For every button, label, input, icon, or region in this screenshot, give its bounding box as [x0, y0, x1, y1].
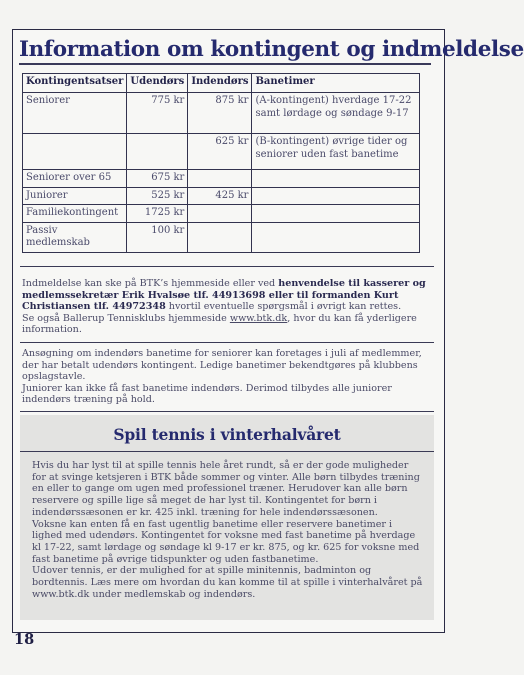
cell-outdoor: 675 kr — [127, 170, 188, 188]
indoor-court-paragraph — [22, 348, 430, 406]
cell-outdoor — [127, 134, 188, 170]
cell-outdoor: 1725 kr — [127, 205, 188, 223]
header-indoor: Indendørs — [188, 74, 252, 93]
cell-indoor — [188, 222, 252, 252]
cell-category: Familiekontingent — [23, 205, 127, 223]
cell-outdoor: 525 kr — [127, 187, 188, 205]
junior-indoor-text: Juniorer kan ikke få fast banetime indendørs. Derimod tilbydes alle juniorer indendørs træning på hold. — [22, 382, 392, 405]
cell-court-hours: (A-kontingent) hverdage 17-22 samt lørdage og søndage 9-17 — [252, 93, 420, 134]
table-row — [23, 222, 420, 252]
website-post: , hvor du kan få yderligere information. — [22, 312, 417, 335]
winter-paragraph-children: Hvis du har lyst til at spille tennis hele året rundt, så er der gode muligheder for at svinge ketsjeren i BTK både sommer og vinter. Alle børn tilbydes træning en eller to gange om ugen med professionel træner. Herudover kan alle børn reservere og spille lige så meget de har lyst til. Kontingentet for børn i indendørssæsonen er kr. 425 inkl. træning for hele indendørssæsonen. — [32, 460, 420, 518]
section-divider — [20, 266, 434, 267]
website-pre: Se også Ballerup Tennisklubs hjemmeside — [22, 312, 230, 324]
website-link[interactable]: www.btk.dk — [229, 312, 288, 324]
cell-court-hours — [252, 205, 420, 223]
cell-indoor: 425 kr — [188, 187, 252, 205]
winter-paragraph-other-sports: Udover tennis, er der mulighed for at spille minitennis, badminton og bordtennis. Læs mere om hvordan du kan komme til at spille i vinterhalvåret på www.btk.dk under medlemskab og indendørs. — [32, 565, 423, 600]
cell-category — [23, 134, 127, 170]
cell-indoor: 625 kr — [188, 134, 252, 170]
cell-court-hours — [252, 222, 420, 252]
table-header-row — [23, 74, 420, 93]
cell-outdoor: 775 kr — [127, 93, 188, 134]
membership-after: hvortil eventuelle spørgsmål i øvrigt kan rettes. — [165, 301, 402, 312]
section-divider — [20, 342, 434, 343]
table-row — [23, 134, 420, 170]
indoor-court-text: Ansøgning om indendørs banetime for seniorer kan foretages i juli af medlemmer, der har betalt udendørs kontingent. Ledige banetimer bekendtgøres på klubbens opslagstavle. — [22, 348, 422, 382]
cell-category: Seniorer — [23, 93, 127, 134]
table-row — [23, 170, 420, 188]
winter-title: Spil tennis i vinterhalvåret — [113, 425, 341, 444]
cell-indoor: 875 kr — [188, 93, 252, 134]
table-row — [23, 187, 420, 205]
cell-category: Seniorer over 65 — [23, 170, 127, 188]
winter-text — [32, 460, 424, 600]
membership-contact: henvendelse til kasserer og medlemssekretær Erik Hvalsøe tlf. 44913698 eller til formanden Kurt Christiansen tlf. 44972348 — [22, 278, 426, 312]
winter-paragraph-adults: Voksne kan enten få en fast ugentlig banetime eller reservere banetimer i lighed med udendørs. Kontingentet for voksne med fast banetime på hverdage kl 17-22, samt lørdage og søndage kl 9-17 er kr. 875, og kr. 625 for voksne med fast banetime på øvrige tidspunkter og uden fastbanetime. — [32, 518, 420, 565]
header-category: Kontingentsatser — [23, 74, 127, 93]
cell-indoor — [188, 170, 252, 188]
header-outdoor: Udendørs — [127, 74, 188, 93]
section-divider — [20, 411, 434, 412]
membership-fee-table — [22, 73, 420, 253]
membership-paragraph — [22, 278, 430, 336]
page-number: 18 — [14, 631, 35, 648]
header-court-hours: Banetimer — [252, 74, 420, 93]
membership-intro: Indmeldelse kan ske på BTK’s hjemmeside eller ved — [22, 278, 279, 289]
title-underline — [19, 63, 431, 65]
cell-category: Juniorer — [23, 187, 127, 205]
table-row — [23, 93, 420, 134]
winter-title-underline — [20, 451, 434, 452]
table-row — [23, 205, 420, 223]
cell-indoor — [188, 205, 252, 223]
cell-outdoor: 100 kr — [127, 222, 188, 252]
cell-court-hours: (B-kontingent) øvrige tider og seniorer uden fast banetime — [252, 134, 420, 170]
cell-court-hours — [252, 187, 420, 205]
cell-court-hours — [252, 170, 420, 188]
page-title: Information om kontingent og indmeldelse — [19, 37, 524, 62]
cell-category: Passiv medlemskab — [23, 222, 127, 252]
